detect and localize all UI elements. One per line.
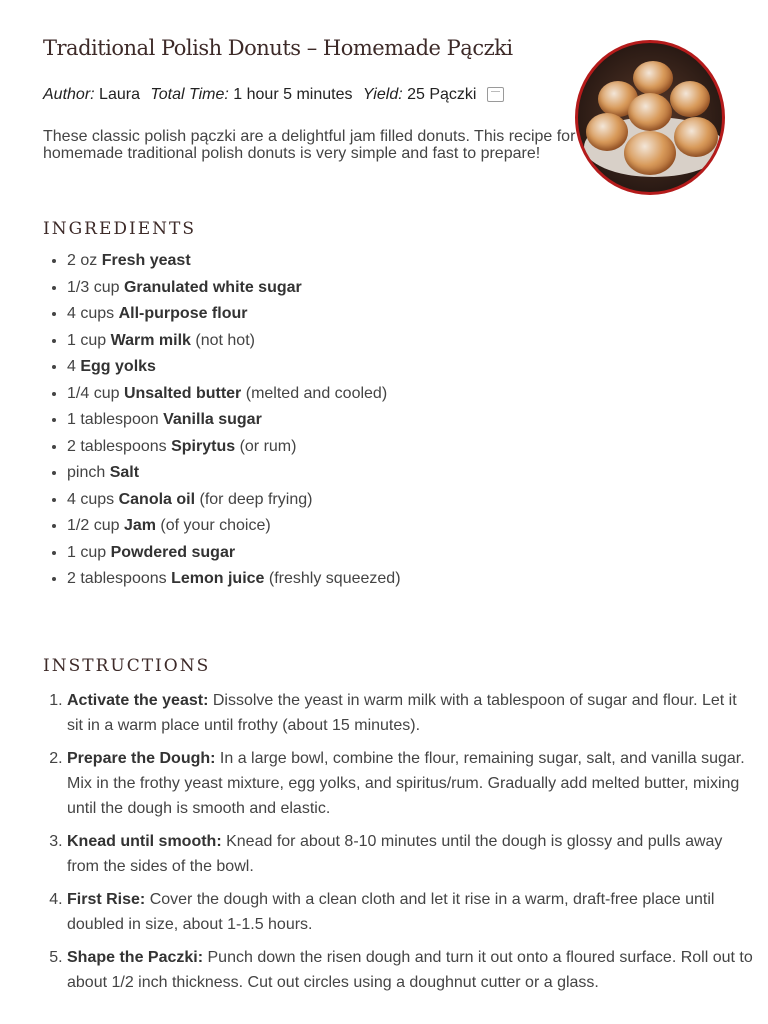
ingredient-item [67, 354, 401, 381]
ingredient-name: Canola oil [118, 490, 196, 508]
ingredient-name: Granulated white sugar [123, 278, 302, 296]
ingredient-name: Unsalted butter [123, 384, 242, 402]
calendar-icon[interactable] [487, 87, 504, 102]
recipe-intro: These classic polish pączki are a delightful jam filled donuts. This recipe for homemade traditional polish donuts is very simple and fast to prepare! [43, 128, 576, 162]
ingredient-name: Fresh yeast [101, 252, 191, 269]
ingredient-note: (not hot) [195, 331, 255, 349]
total-time-label: Total Time: [150, 86, 229, 103]
instruction-step [67, 746, 757, 821]
donut-shape [674, 117, 718, 157]
step-title: Activate the yeast: [67, 692, 209, 709]
ingredient-note: (for deep frying) [199, 490, 313, 508]
ingredient-item [67, 566, 401, 593]
ingredient-name: Salt [109, 464, 140, 481]
donut-shape [670, 81, 710, 117]
author-name: Laura [99, 86, 140, 103]
ingredient-quantity: 1 cup [67, 331, 107, 349]
recipe-title: Traditional Polish Donuts – Homemade Pączki [43, 36, 513, 60]
ingredient-name: Warm milk [110, 331, 191, 349]
ingredient-item [67, 328, 401, 355]
ingredient-quantity: 1/3 cup [67, 278, 120, 296]
step-text: Dissolve the yeast in warm milk with a tablespoon of sugar and flour. Let it sit in a warm place until frothy (about 15 minutes). [67, 692, 737, 734]
instructions-list [43, 688, 757, 1003]
yield-label: Yield: [362, 86, 403, 103]
ingredient-item [67, 301, 401, 328]
ingredient-item [67, 487, 401, 514]
ingredient-item [67, 540, 401, 567]
ingredient-quantity: 1 tablespoon [67, 411, 159, 428]
instruction-step [67, 887, 757, 937]
instruction-step [67, 688, 757, 738]
ingredient-quantity: 1 cup [67, 543, 107, 561]
donut-shape [628, 93, 672, 131]
total-time-value: 1 hour 5 minutes [233, 86, 353, 103]
ingredient-item [67, 381, 401, 408]
ingredient-name: Spirytus [171, 437, 236, 455]
ingredient-name: All-purpose flour [118, 305, 248, 322]
ingredient-name: Jam [123, 517, 156, 534]
instruction-step [67, 829, 757, 879]
donut-shape [624, 131, 676, 175]
ingredient-note: (or rum) [239, 437, 297, 455]
instructions-heading: INSTRUCTIONS [43, 656, 211, 676]
yield-value: 25 Pączki [407, 86, 477, 103]
ingredient-quantity: 4 [67, 358, 76, 375]
ingredient-item [67, 275, 401, 302]
ingredient-name: Vanilla sugar [163, 411, 262, 428]
ingredient-name: Egg yolks [80, 358, 156, 375]
ingredient-name: Powdered sugar [110, 543, 236, 561]
ingredient-note: (of your choice) [160, 517, 271, 534]
ingredient-note: (melted and cooled) [245, 384, 388, 402]
ingredient-quantity: 1/2 cup [67, 517, 120, 534]
ingredient-item [67, 513, 401, 540]
step-text: Punch down the risen dough and turn it out onto a floured surface. Roll out to about 1/2 inch thickness. Cut out circles using a doughnut cutter or a glass. [67, 949, 753, 991]
donut-shape [633, 61, 673, 95]
ingredient-quantity: 4 cups [67, 305, 115, 322]
instruction-step [67, 945, 757, 995]
ingredient-item [67, 434, 401, 461]
step-text: Knead for about 8-10 minutes until the dough is glossy and pulls away from the sides of the bowl. [67, 833, 723, 875]
step-title: Knead until smooth: [67, 833, 222, 850]
ingredient-quantity: 2 tablespoons [67, 570, 167, 587]
ingredient-quantity: pinch [67, 464, 106, 481]
ingredient-item [67, 460, 401, 487]
donut-shape [586, 113, 628, 151]
step-text: Cover the dough with a clean cloth and let it rise in a warm, draft-free place until doubled in size, about 1-1.5 hours. [67, 891, 715, 933]
ingredient-item [67, 248, 401, 275]
ingredient-item [67, 407, 401, 434]
ingredient-note: (freshly squeezed) [268, 570, 401, 587]
recipe-meta [43, 86, 504, 104]
ingredient-name: Lemon juice [171, 570, 265, 587]
ingredient-quantity: 2 oz [67, 252, 98, 269]
step-text: In a large bowl, combine the flour, remaining sugar, salt, and vanilla sugar. Mix in the frothy yeast mixture, egg yolks, and spiritus/rum. Gradually add melted butter, mixing until the dough is smooth and elastic. [67, 750, 745, 817]
step-title: First Rise: [67, 891, 146, 908]
paczki-photo [575, 40, 725, 195]
ingredient-quantity: 1/4 cup [67, 384, 120, 402]
author-label: Author: [43, 86, 95, 103]
ingredients-list [43, 248, 401, 593]
ingredient-quantity: 4 cups [67, 490, 115, 508]
step-title: Shape the Paczki: [67, 949, 204, 966]
ingredient-quantity: 2 tablespoons [67, 437, 167, 455]
ingredients-heading: INGREDIENTS [43, 219, 196, 239]
step-title: Prepare the Dough: [67, 750, 216, 767]
